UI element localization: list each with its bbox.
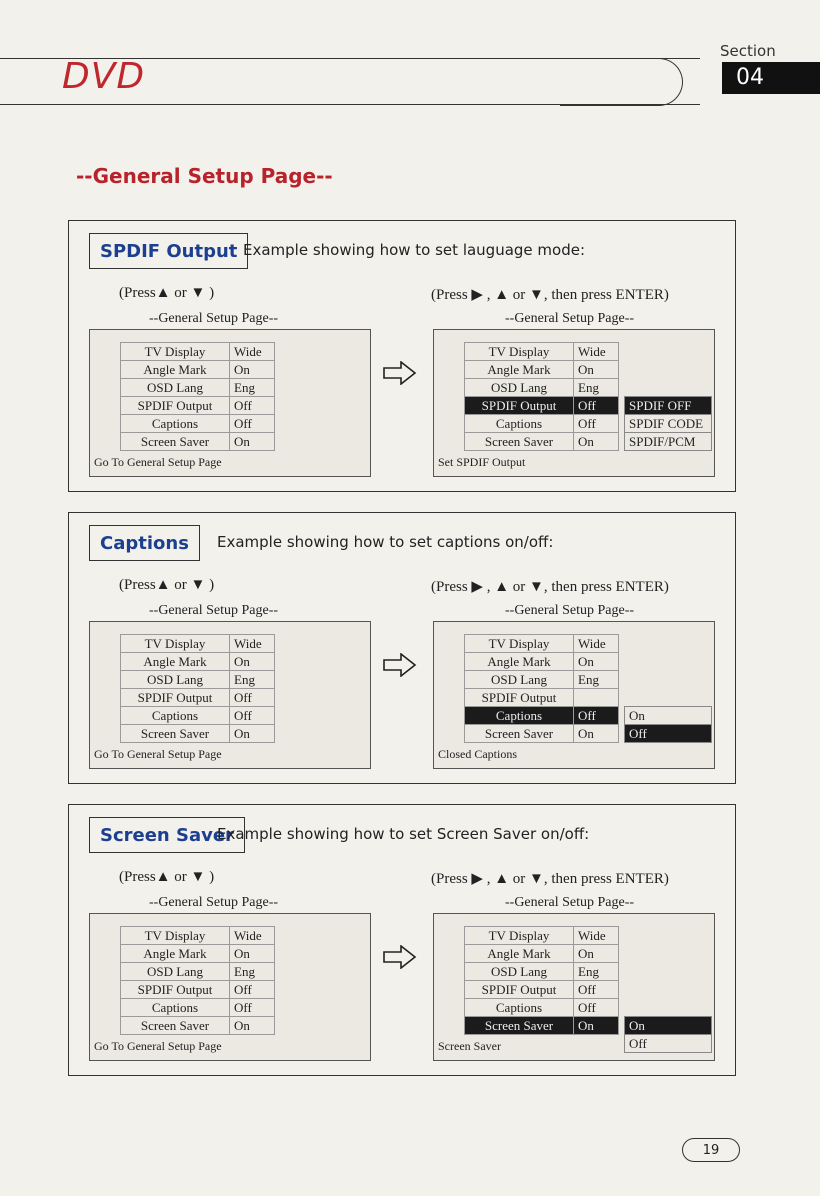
panel-footer: Go To General Setup Page (94, 455, 222, 469)
menu-row (121, 343, 275, 361)
menu-row (465, 945, 619, 963)
menu-row (465, 963, 619, 981)
menu-item-value: Wide (230, 927, 275, 945)
menu-subheading: --General Setup Page-- (505, 895, 635, 910)
menu-item-name: SPDIF Output (121, 981, 230, 999)
menu-row (465, 397, 619, 415)
menu-item-value: On (574, 433, 619, 451)
menu-item-value: On (574, 1017, 619, 1035)
menu-row (121, 963, 275, 981)
example-box (68, 804, 736, 1076)
option-row (625, 1035, 712, 1053)
right-arrow-icon (383, 653, 417, 677)
menu-item-name: SPDIF Output (121, 397, 230, 415)
menu-row (121, 725, 275, 743)
menu-table (120, 634, 275, 743)
menu-subheading: --General Setup Page-- (149, 895, 279, 910)
instruction-text: (Press ▶ , ▲ or ▼, then press ENTER) (431, 579, 669, 595)
menu-item-value: Off (574, 999, 619, 1017)
menu-item-value: On (574, 725, 619, 743)
menu-item-value: Eng (574, 671, 619, 689)
menu-row (465, 1017, 619, 1035)
panel-footer: Set SPDIF Output (438, 455, 526, 469)
menu-item-value: On (574, 361, 619, 379)
menu-item-value: Off (230, 415, 275, 433)
menu-item-name: Captions (121, 707, 230, 725)
menu-row (465, 379, 619, 397)
menu-row (121, 671, 275, 689)
menu-item-name: Screen Saver (465, 433, 574, 451)
menu-item-value: Wide (574, 635, 619, 653)
menu-row (121, 379, 275, 397)
option-item: On (625, 707, 712, 725)
menu-row (465, 999, 619, 1017)
menu-item-name: TV Display (465, 635, 574, 653)
menu-item-name: SPDIF Output (465, 397, 574, 415)
example-description: Example showing how to set Screen Saver on/off: (217, 825, 590, 843)
menu-item-name: SPDIF Output (121, 689, 230, 707)
menu-panel-right (433, 329, 715, 477)
menu-item-name: TV Display (121, 343, 230, 361)
instruction-text: (Press▲ or ▼ ) (119, 577, 215, 593)
menu-item-value: Off (574, 981, 619, 999)
options-list (624, 706, 712, 743)
option-item: SPDIF OFF (625, 397, 712, 415)
example-label: Screen Saver (89, 817, 245, 853)
menu-item-value: Eng (230, 963, 275, 981)
menu-item-value: On (230, 653, 275, 671)
options-list (624, 396, 712, 451)
menu-item-value: Eng (574, 963, 619, 981)
menu-item-name: Angle Mark (465, 945, 574, 963)
menu-item-value: Off (230, 689, 275, 707)
menu-item-value: Wide (230, 343, 275, 361)
menu-panel-left (89, 913, 371, 1061)
menu-row (121, 433, 275, 451)
panel-footer: Screen Saver (438, 1039, 501, 1053)
menu-item-name: Angle Mark (121, 945, 230, 963)
menu-item-name: Screen Saver (465, 1017, 574, 1035)
menu-row (121, 415, 275, 433)
menu-row (121, 1017, 275, 1035)
menu-panel-right (433, 913, 715, 1061)
menu-item-value: On (230, 945, 275, 963)
menu-item-value: Off (230, 707, 275, 725)
menu-item-value: Eng (574, 379, 619, 397)
section-label: Section (720, 42, 776, 60)
menu-row (465, 725, 619, 743)
option-item: SPDIF/PCM (625, 433, 712, 451)
page-heading: --General Setup Page-- (76, 164, 333, 188)
panel-footer: Go To General Setup Page (94, 747, 222, 761)
menu-row (465, 927, 619, 945)
menu-item-name: Captions (121, 415, 230, 433)
menu-item-name: OSD Lang (465, 671, 574, 689)
menu-row (465, 653, 619, 671)
menu-item-name: OSD Lang (121, 963, 230, 981)
menu-row (121, 653, 275, 671)
menu-table (120, 342, 275, 451)
menu-row (465, 433, 619, 451)
menu-item-value: Wide (574, 927, 619, 945)
menu-row (121, 707, 275, 725)
menu-item-name: SPDIF Output (465, 981, 574, 999)
instruction-text: (Press▲ or ▼ ) (119, 869, 215, 885)
option-item: SPDIF CODE (625, 415, 712, 433)
menu-item-value: Off (230, 999, 275, 1017)
menu-item-name: TV Display (121, 635, 230, 653)
menu-item-name: TV Display (465, 927, 574, 945)
instruction-text: (Press▲ or ▼ ) (119, 285, 215, 301)
menu-item-value: Off (574, 415, 619, 433)
panel-footer: Closed Captions (438, 747, 518, 761)
example-description: Example showing how to set lauguage mode: (243, 241, 586, 259)
menu-item-value: On (230, 361, 275, 379)
menu-item-value: Off (230, 397, 275, 415)
option-row (625, 725, 712, 743)
instruction-text: (Press ▶ , ▲ or ▼, then press ENTER) (431, 287, 669, 303)
menu-item-name: OSD Lang (121, 671, 230, 689)
menu-subheading: --General Setup Page-- (505, 603, 635, 618)
menu-row (121, 689, 275, 707)
option-item: Off (625, 725, 712, 743)
menu-row (121, 981, 275, 999)
menu-item-name: OSD Lang (121, 379, 230, 397)
menu-row (465, 343, 619, 361)
menu-row (465, 707, 619, 725)
menu-item-value: Wide (574, 343, 619, 361)
menu-row (465, 361, 619, 379)
menu-row (465, 635, 619, 653)
menu-item-name: Screen Saver (121, 433, 230, 451)
menu-row (465, 415, 619, 433)
option-item: Off (625, 1035, 712, 1053)
instruction-text: (Press ▶ , ▲ or ▼, then press ENTER) (431, 871, 669, 887)
option-row (625, 397, 712, 415)
panel-footer: Go To General Setup Page (94, 1039, 222, 1053)
menu-row (121, 999, 275, 1017)
menu-item-name: Angle Mark (465, 361, 574, 379)
option-item: On (625, 1017, 712, 1035)
menu-item-name: Captions (465, 415, 574, 433)
example-label: SPDIF Output (89, 233, 248, 269)
menu-row (465, 671, 619, 689)
menu-item-name: OSD Lang (465, 379, 574, 397)
menu-item-value: Off (574, 707, 619, 725)
menu-panel-left (89, 621, 371, 769)
menu-panel-right (433, 621, 715, 769)
menu-item-name: Captions (121, 999, 230, 1017)
menu-item-value: On (574, 945, 619, 963)
menu-item-value: On (230, 433, 275, 451)
option-row (625, 1017, 712, 1035)
menu-item-value: Off (230, 981, 275, 999)
menu-item-name: Captions (465, 707, 574, 725)
menu-subheading: --General Setup Page-- (505, 311, 635, 326)
menu-item-value: Wide (230, 635, 275, 653)
menu-row (121, 945, 275, 963)
menu-item-value: On (574, 653, 619, 671)
menu-item-name: Angle Mark (121, 653, 230, 671)
menu-item-name: TV Display (121, 927, 230, 945)
menu-row (465, 689, 619, 707)
example-box (68, 220, 736, 492)
menu-item-value: Eng (230, 671, 275, 689)
options-list (624, 1016, 712, 1053)
menu-row (121, 397, 275, 415)
menu-item-name: Screen Saver (121, 1017, 230, 1035)
menu-row (121, 635, 275, 653)
header-curve (560, 58, 683, 106)
menu-table (464, 926, 619, 1035)
menu-table (464, 634, 619, 743)
menu-item-name: Screen Saver (121, 725, 230, 743)
section-number-badge: 04 (722, 62, 820, 94)
option-row (625, 433, 712, 451)
menu-table (464, 342, 619, 451)
menu-subheading: --General Setup Page-- (149, 603, 279, 618)
menu-item-name: OSD Lang (465, 963, 574, 981)
menu-row (121, 927, 275, 945)
page-number: 19 (682, 1138, 740, 1162)
right-arrow-icon (383, 945, 417, 969)
menu-item-name: Angle Mark (121, 361, 230, 379)
menu-item-name: SPDIF Output (465, 689, 574, 707)
menu-table (120, 926, 275, 1035)
example-label: Captions (89, 525, 200, 561)
menu-item-name: Angle Mark (465, 653, 574, 671)
menu-item-name: TV Display (465, 343, 574, 361)
right-arrow-icon (383, 361, 417, 385)
menu-item-value: On (230, 725, 275, 743)
menu-item-value (574, 689, 619, 707)
menu-row (121, 361, 275, 379)
menu-item-value: On (230, 1017, 275, 1035)
menu-item-value: Eng (230, 379, 275, 397)
menu-row (465, 981, 619, 999)
option-row (625, 415, 712, 433)
menu-item-name: Screen Saver (465, 725, 574, 743)
menu-item-name: Captions (465, 999, 574, 1017)
example-description: Example showing how to set captions on/off: (217, 533, 554, 551)
menu-panel-left (89, 329, 371, 477)
menu-subheading: --General Setup Page-- (149, 311, 279, 326)
option-row (625, 707, 712, 725)
menu-item-value: Off (574, 397, 619, 415)
example-box (68, 512, 736, 784)
header-title: DVD (62, 56, 146, 97)
